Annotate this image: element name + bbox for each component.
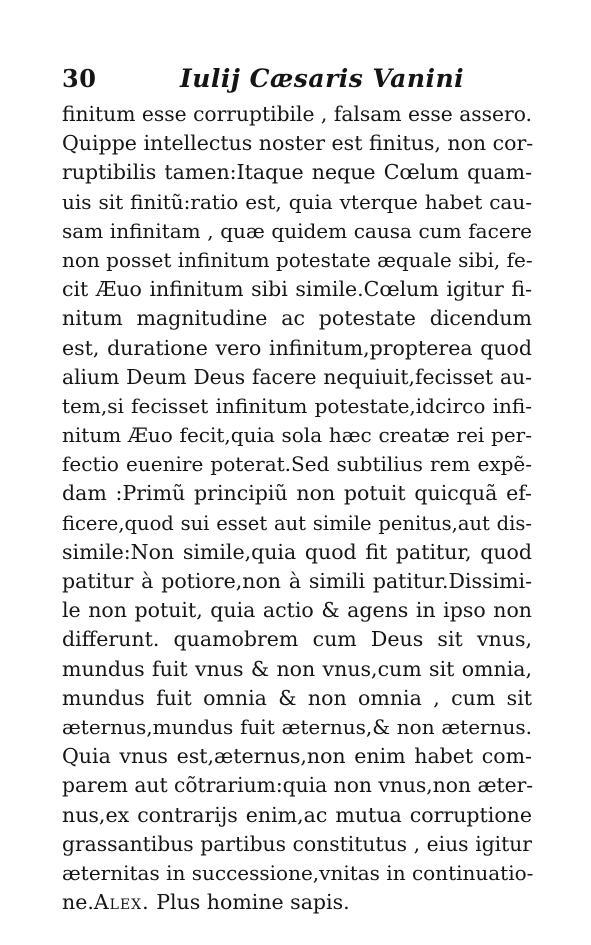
text-line: le non potuit, quia actio & agens in ipso non (62, 598, 532, 623)
text-line: sam infinitam , quæ quidem causa cum facere (62, 218, 532, 243)
text-line: cit Æuo infinitum sibi simile.Cœlum igitur fi- (62, 277, 532, 302)
text-line-last (62, 888, 532, 917)
text-line: nitum Æuo fecit,quia sola hæc creatæ rei per- (62, 423, 532, 448)
text-line: patitur à potiore,non à simili patitur.Dissimi- (62, 569, 532, 593)
text-line: æternitas in successione,vnitas in continuatio- (62, 860, 534, 885)
text-line: non posset infinitum potestate æquale sibi, fe- (62, 247, 533, 272)
text-line: nitum magnitudine ac potestate dicendum (62, 306, 532, 331)
page-header (62, 64, 532, 104)
text-line: mundus fuit vnus & non vnus,cum sit omnia, (62, 656, 532, 681)
text-line: Quia vnus est,æternus,non enim habet com- (62, 744, 532, 769)
text-line: mundus fuit omnia & non omnia , cum sit (62, 685, 532, 710)
text-line: differunt. quamobrem cum Deus sit vnus, (62, 627, 532, 652)
text-line: fectio euenire poterat.Sed subtilius rem expẽ- (62, 452, 532, 477)
text-line: grassantibus partibus constitutus , eius igitur (62, 831, 532, 856)
text-line: est, duratione vero infinitum,propterea quod (62, 335, 532, 360)
speaker-reply: Plus homine sapis. (149, 890, 350, 915)
text-line: æternus,mundus fuit æternus,& non æternus. (62, 714, 532, 739)
text-line: alium Deum Deus facere nequiuit,fecisset au- (62, 364, 532, 389)
speaker-name: Alex. (93, 890, 150, 915)
text-line: parem aut cõtrarium:quia non vnus,non æter- (62, 773, 534, 798)
text-line: Quippe intellectus noster est finitus, non cor- (62, 131, 534, 156)
text-line: simile:Non simile,quia quod fit patitur, quod (62, 539, 532, 564)
text-line: dam :Primũ principiũ non potuit quicquã ef- (62, 481, 532, 506)
text-line: nus,ex contrarijs enim,ac mutua corruptione (62, 802, 532, 827)
text-line: tem,si fecisset infinitum potestate,idcirco infi- (62, 393, 532, 418)
text-line: ruptibilis tamen:Itaque neque Cœlum quam- (62, 160, 532, 185)
body-text (62, 100, 532, 917)
running-head: Iulij Cæsaris Vanini (180, 64, 465, 93)
page-number: 30 (62, 64, 97, 93)
text-line: ficere,quod sui esset aut simile penitus,aut dis- (62, 511, 532, 535)
text-line: finitum esse corruptibile , falsam esse assero. (62, 102, 532, 126)
text-line: uis sit finitũ:ratio est, quia vterque habet cau- (62, 189, 532, 214)
line-prefix: ne. (62, 890, 94, 915)
